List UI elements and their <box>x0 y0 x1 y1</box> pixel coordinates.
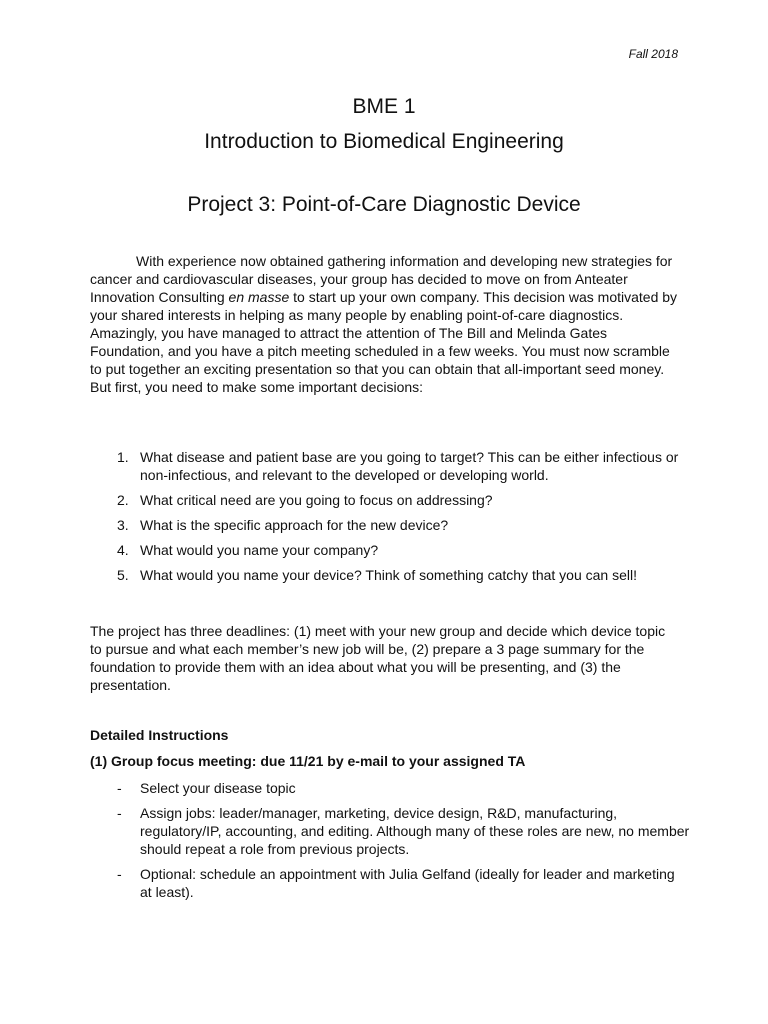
step1-heading: (1) Group focus meeting: due 11/21 by e-mail to your assigned TA <box>90 753 526 769</box>
question-item <box>90 541 690 559</box>
bullet-dash: - <box>117 866 122 882</box>
question-number: 3. <box>117 517 129 533</box>
question-number: 5. <box>117 567 129 583</box>
deadlines-paragraph: The project has three deadlines: (1) meet with your new group and decide which device topic to pursue and what each member’s new job will be, (2) prepare a 3 page summary for the foundation to provide them with an idea about what you will be presenting, and (3) the presentation. <box>90 623 666 693</box>
intro-emphasis: en masse <box>228 289 290 305</box>
intro-text-part1: With experience now obtained gathering information and developing new strategies for cancer and cardiovascular diseases, your group has decided to move on from Anteater Innovation Consulting <box>90 253 673 305</box>
bullet-dash: - <box>117 780 122 796</box>
question-item <box>90 566 690 584</box>
bullet-text: Optional: schedule an appointment with Julia Gelfand (ideally for leader and marketing at least). <box>140 866 675 900</box>
bullet-item <box>90 865 690 901</box>
bullet-text: Assign jobs: leader/manager, marketing, device design, R&D, manufacturing, regulatory/IP, accounting, and editing. Although many of these roles are new, no member should repeat a role from previous projects. <box>140 805 690 857</box>
question-text: What disease and patient base are you going to target? This can be either infectious or non-infectious, and relevant to the developed or developing world. <box>140 449 679 483</box>
detailed-instructions-heading: Detailed Instructions <box>90 727 229 743</box>
question-number: 4. <box>117 542 129 558</box>
step1-bullet-list <box>90 779 690 908</box>
question-text: What critical need are you going to focus on addressing? <box>140 492 493 508</box>
bullet-text: Select your disease topic <box>140 780 296 796</box>
course-code: BME 1 <box>352 95 416 118</box>
bullet-item <box>90 804 690 858</box>
project-title: Project 3: Point-of-Care Diagnostic Device <box>187 193 581 216</box>
question-number: 2. <box>117 492 129 508</box>
bullet-dash: - <box>117 805 122 821</box>
intro-text-part2: to start up your own company. This decision was motivated by your shared interests in helping as many people by enabling point-of-care diagnostics. Amazingly, you have managed to attract the attention of The Bill and Melinda Gates Foundation, and you have a pitch meeting scheduled in a few weeks. You must now scramble to put together an exciting presentation so that you can obtain that all-important seed money. But first, you need to make some important decisions: <box>90 289 678 395</box>
course-name: Introduction to Biomedical Engineering <box>204 130 564 153</box>
bullet-item <box>90 779 690 797</box>
question-item <box>90 516 690 534</box>
question-text: What would you name your company? <box>140 542 379 558</box>
question-text: What would you name your device? Think of something catchy that you can sell! <box>140 567 638 583</box>
question-item <box>90 448 690 484</box>
question-text: What is the specific approach for the new device? <box>140 517 449 533</box>
question-item <box>90 491 690 509</box>
question-list <box>90 448 690 591</box>
question-number: 1. <box>117 449 129 465</box>
intro-paragraph <box>90 252 678 396</box>
term-label: Fall 2018 <box>628 47 678 61</box>
